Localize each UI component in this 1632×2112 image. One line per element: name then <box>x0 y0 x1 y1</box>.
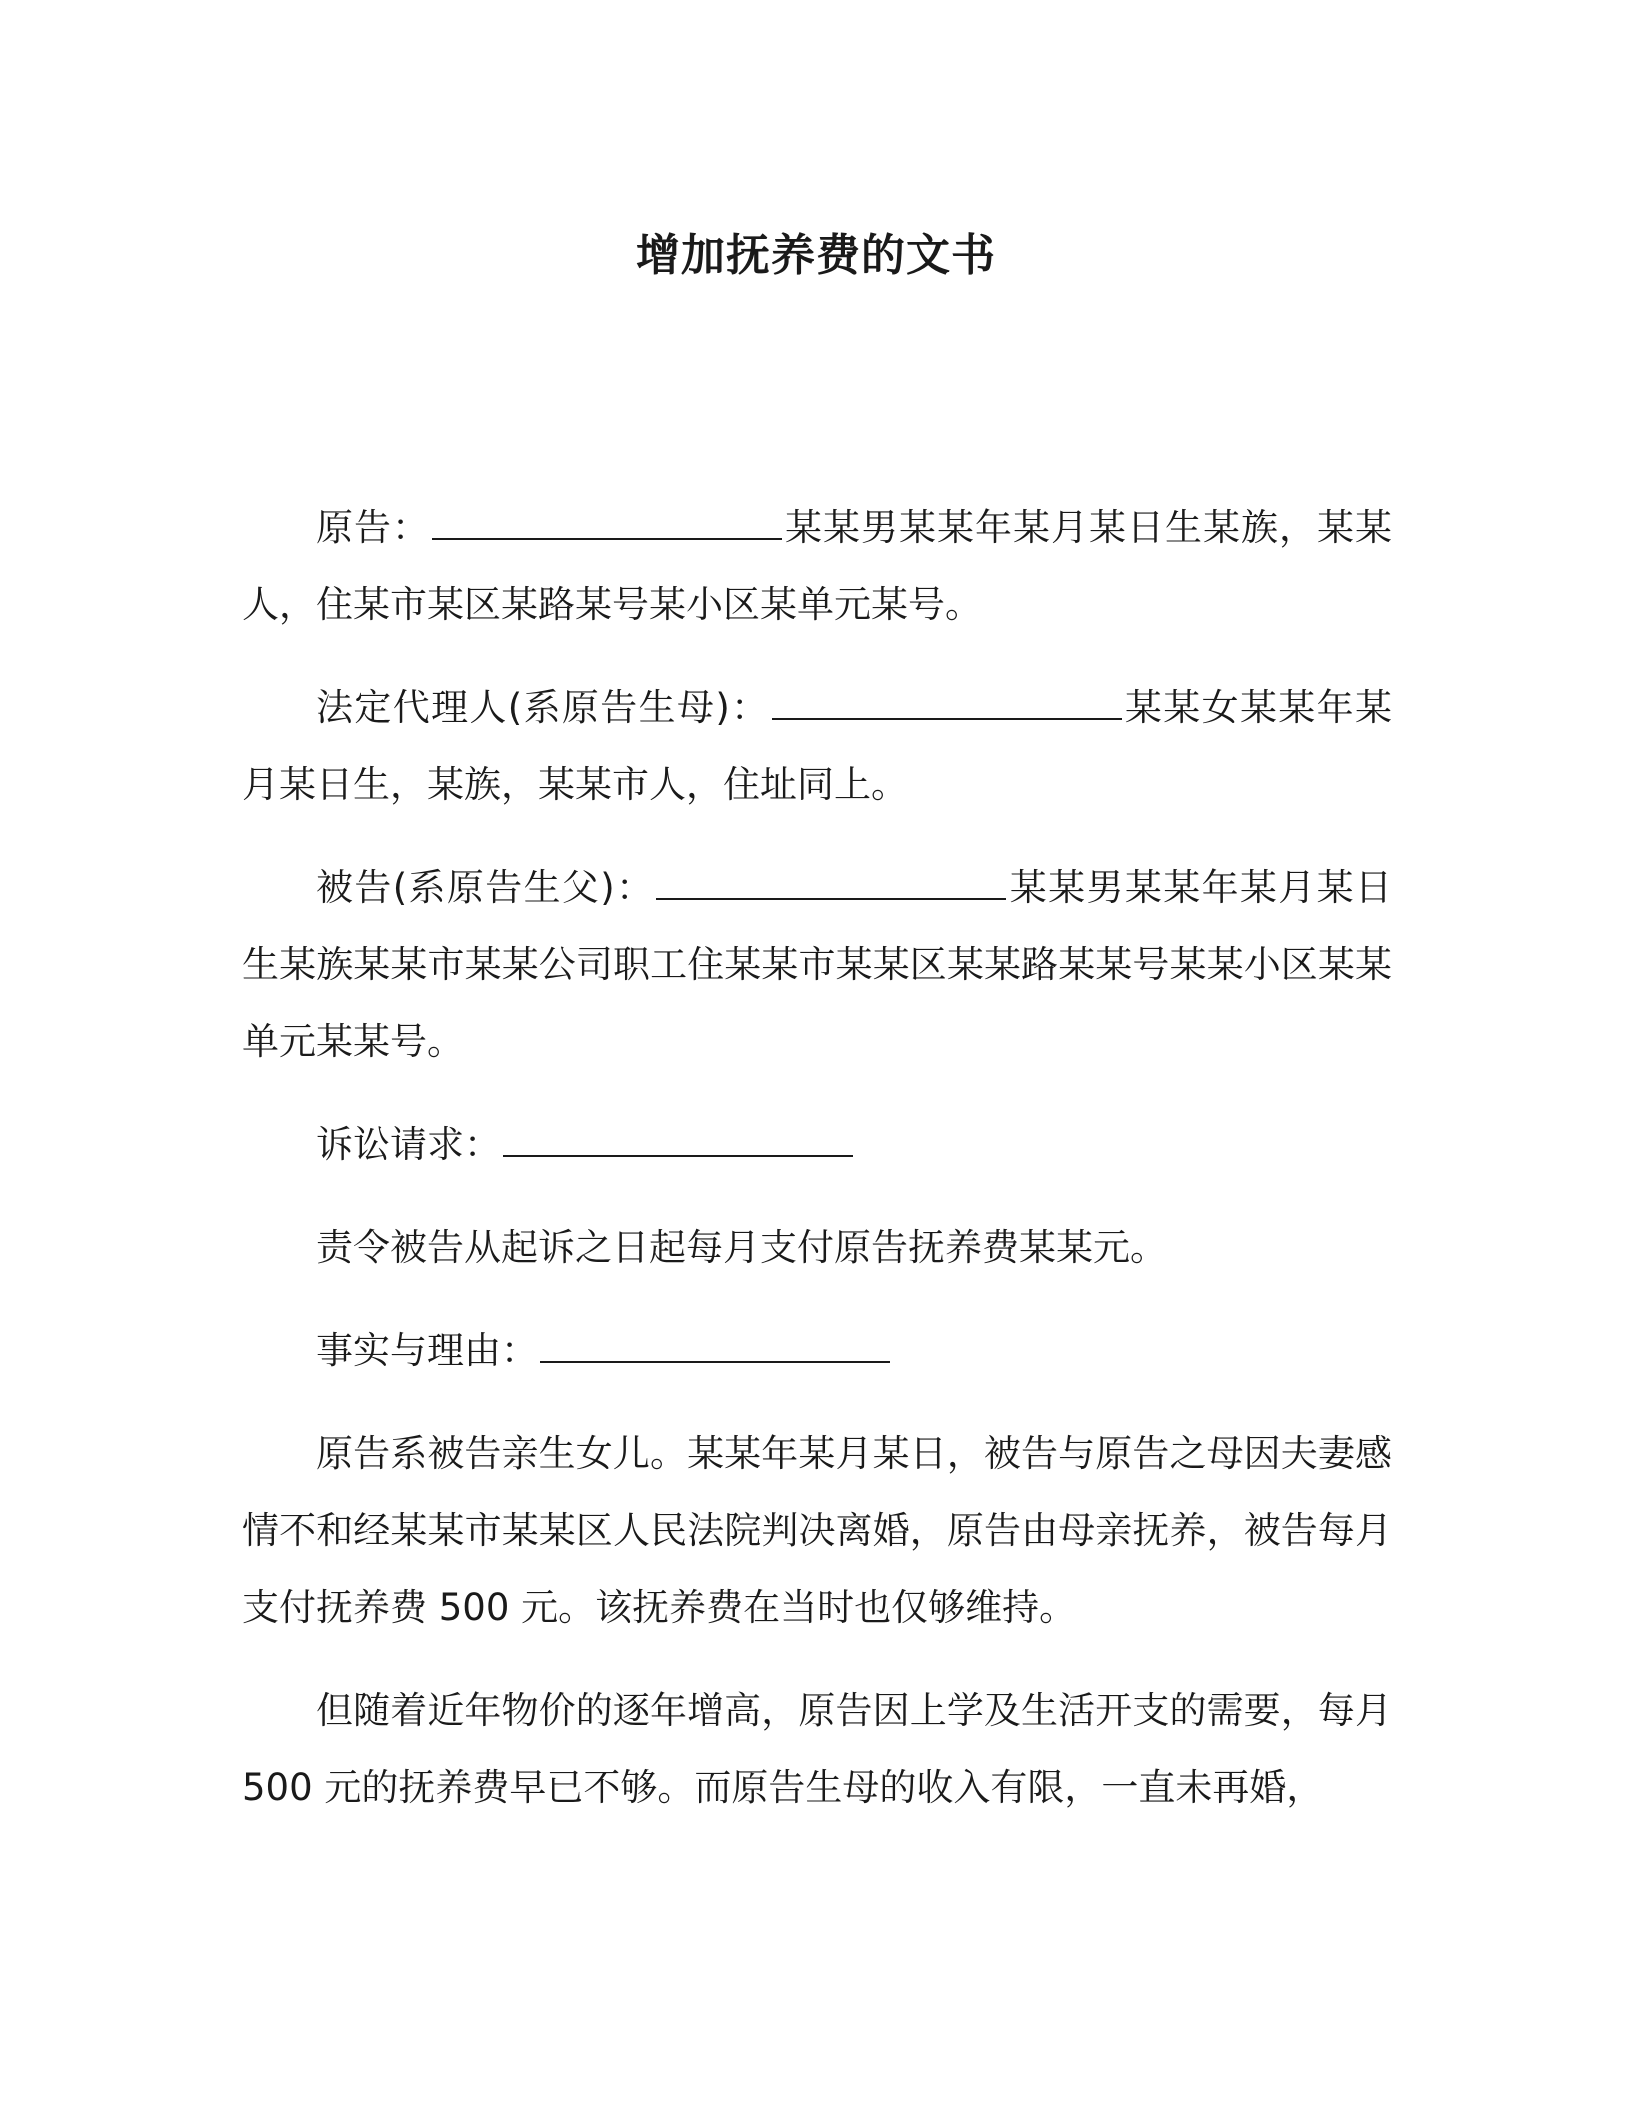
paragraph-label: 原告： <box>316 506 430 549</box>
paragraph-text: 某某男某某年某月某日生某族某某市某某公司职工住某某市某某区某某路某某号某某小区某某单元某某号。 <box>242 866 1392 1063</box>
fill-blank-line <box>432 508 782 540</box>
paragraph-label: 被告(系原告生父)： <box>316 866 655 909</box>
reasons-paragraph <box>242 1672 1392 1826</box>
fill-blank-line <box>503 1125 853 1157</box>
facts-heading-paragraph <box>242 1312 1392 1389</box>
paragraph-text: 某某女某某年某月某日生，某族，某某市人，住址同上。 <box>242 686 1393 806</box>
claims-content-paragraph <box>242 1209 1392 1286</box>
legal-representative-paragraph <box>242 669 1392 823</box>
fill-blank-line <box>772 688 1122 720</box>
paragraph-label: 事实与理由： <box>316 1329 538 1372</box>
fill-blank-line <box>540 1331 890 1363</box>
paragraph-label: 法定代理人(系原告生母)： <box>316 686 770 729</box>
defendant-paragraph <box>242 849 1392 1080</box>
document-body <box>242 489 1392 1852</box>
paragraph-text: 原告系被告亲生女儿。某某年某月某日，被告与原告之母因夫妻感情不和经某某市某某区人民法院判决离婚，原告由母亲抚养，被告每月支付抚养费 500 元。该抚养费在当时也仅够维持。 <box>242 1432 1392 1629</box>
claims-heading-paragraph <box>242 1106 1392 1183</box>
paragraph-text: 但随着近年物价的逐年增高，原告因上学及生活开支的需要，每月 500 元的抚养费早已不够。而原告生母的收入有限，一直未再婚， <box>242 1689 1392 1809</box>
facts-paragraph <box>242 1415 1392 1646</box>
paragraph-text: 某某男某某年某月某日生某族，某某人，住某市某区某路某号某小区某单元某号。 <box>242 506 1392 626</box>
paragraph-text: 责令被告从起诉之日起每月支付原告抚养费某某元。 <box>316 1226 1167 1269</box>
plaintiff-paragraph <box>242 489 1392 643</box>
fill-blank-line <box>656 868 1006 900</box>
document-title: 增加抚养费的文书 <box>636 230 996 281</box>
paragraph-label: 诉讼请求： <box>316 1123 501 1166</box>
